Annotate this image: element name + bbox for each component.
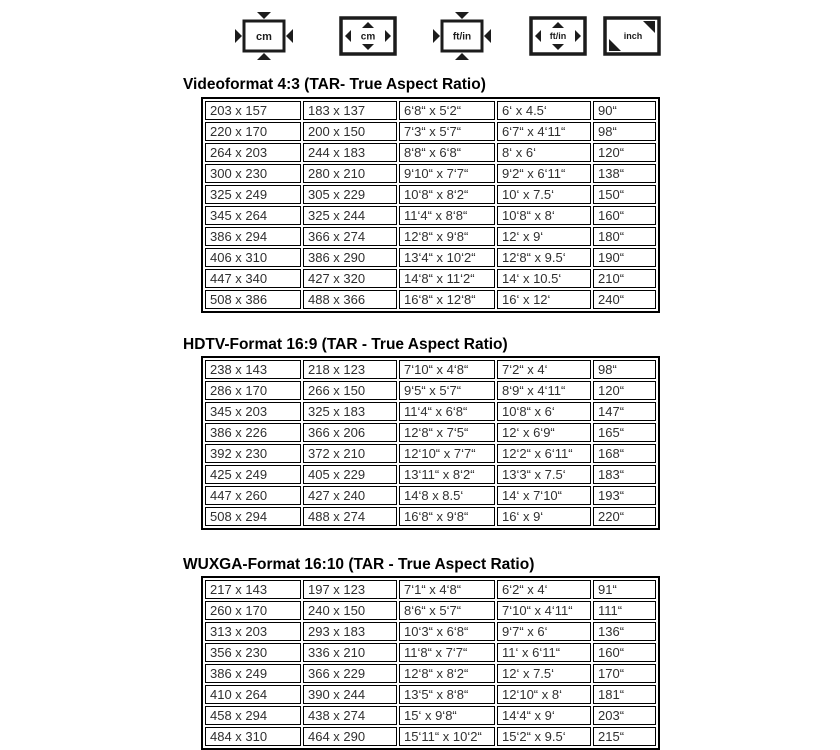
- table-cell: 160“: [593, 206, 656, 225]
- table-row: [205, 164, 656, 183]
- table-cell: 325 x 183: [303, 402, 397, 421]
- table-cell: 15‘ x 9‘8“: [399, 706, 495, 725]
- table-cell: 8‘ x 6‘: [497, 143, 591, 162]
- table-cell: 313 x 203: [205, 622, 301, 641]
- unit-label: cm: [360, 31, 376, 43]
- table-cell: 111“: [593, 601, 656, 620]
- size-table-wuxga-16-10: [201, 576, 660, 750]
- table-cell: 390 x 244: [303, 685, 397, 704]
- table-cell: 10‘8“ x 8‘2“: [399, 185, 495, 204]
- table-cell: 136“: [593, 622, 656, 641]
- table-cell: 266 x 150: [303, 381, 397, 400]
- table-row: [205, 444, 656, 463]
- table-row: [205, 402, 656, 421]
- table-cell: 9‘7“ x 6‘: [497, 622, 591, 641]
- table-cell: 356 x 230: [205, 643, 301, 662]
- table-cell: 488 x 274: [303, 507, 397, 526]
- table-cell: 14‘8“ x 11‘2“: [399, 269, 495, 288]
- table-cell: 7‘10“ x 4‘8“: [399, 360, 495, 379]
- table-row: [205, 248, 656, 267]
- table-cell: 6‘8“ x 5‘2“: [399, 101, 495, 120]
- unit-label: ft/in: [452, 31, 472, 43]
- table-cell: 7‘3“ x 5‘7“: [399, 122, 495, 141]
- inner-dimensions-ftin-icon: [526, 10, 590, 62]
- table-cell: 6‘ x 4.5‘: [497, 101, 591, 120]
- table-cell: 366 x 229: [303, 664, 397, 683]
- table-cell: 91“: [593, 580, 656, 599]
- table-cell: 120“: [593, 381, 656, 400]
- table-cell: 13‘11“ x 8‘2“: [399, 465, 495, 484]
- table-title-videoformat-4-3: Videoformat 4:3 (TAR- True Aspect Ratio): [183, 76, 486, 93]
- table-cell: 325 x 244: [303, 206, 397, 225]
- diagonal-inch-icon: [600, 10, 664, 62]
- table-row: [205, 685, 656, 704]
- table-row: [205, 381, 656, 400]
- unit-label: inch: [623, 31, 643, 41]
- table-row: [205, 122, 656, 141]
- table-cell: 10‘ x 7.5‘: [497, 185, 591, 204]
- table-cell: 464 x 290: [303, 727, 397, 746]
- table-cell: 458 x 294: [205, 706, 301, 725]
- table-cell: 240 x 150: [303, 601, 397, 620]
- table-cell: 8‘9“ x 4‘11“: [497, 381, 591, 400]
- table-cell: 98“: [593, 360, 656, 379]
- table-cell: 181“: [593, 685, 656, 704]
- table-cell: 12‘8“ x 9.5‘: [497, 248, 591, 267]
- table-cell: 6‘2“ x 4‘: [497, 580, 591, 599]
- table-cell: 438 x 274: [303, 706, 397, 725]
- table-cell: 138“: [593, 164, 656, 183]
- table-cell: 386 x 226: [205, 423, 301, 442]
- table-cell: 11‘8“ x 7‘7“: [399, 643, 495, 662]
- table-cell: 484 x 310: [205, 727, 301, 746]
- table-cell: 11‘ x 6‘11“: [497, 643, 591, 662]
- table-cell: 366 x 206: [303, 423, 397, 442]
- table-cell: 12‘ x 6‘9“: [497, 423, 591, 442]
- table-cell: 8‘6“ x 5‘7“: [399, 601, 495, 620]
- table-cell: 16‘8“ x 9‘8“: [399, 507, 495, 526]
- table-cell: 16‘ x 12‘: [497, 290, 591, 309]
- table-cell: 16‘ x 9‘: [497, 507, 591, 526]
- table-cell: 170“: [593, 664, 656, 683]
- table-cell: 264 x 203: [205, 143, 301, 162]
- table-cell: 193“: [593, 486, 656, 505]
- table-row: [205, 227, 656, 246]
- table-title-wuxga-16-10: WUXGA-Format 16:10 (TAR - True Aspect Ratio): [183, 556, 535, 573]
- table-cell: 14‘ x 10.5‘: [497, 269, 591, 288]
- table-cell: 9‘2“ x 6‘11“: [497, 164, 591, 183]
- table-row: [205, 486, 656, 505]
- table-row: [205, 423, 656, 442]
- table-cell: 345 x 203: [205, 402, 301, 421]
- size-table-hdtv-16-9: [201, 356, 660, 530]
- table-cell: 197 x 123: [303, 580, 397, 599]
- table-row: [205, 290, 656, 309]
- table-cell: 220“: [593, 507, 656, 526]
- table-cell: 12‘10“ x 7‘7“: [399, 444, 495, 463]
- table-cell: 218 x 123: [303, 360, 397, 379]
- table-row: [205, 706, 656, 725]
- table-cell: 425 x 249: [205, 465, 301, 484]
- table-cell: 386 x 294: [205, 227, 301, 246]
- table-cell: 427 x 240: [303, 486, 397, 505]
- table-cell: 386 x 249: [205, 664, 301, 683]
- table-cell: 508 x 294: [205, 507, 301, 526]
- table-cell: 7‘2“ x 4‘: [497, 360, 591, 379]
- table-row: [205, 269, 656, 288]
- table-cell: 15‘2“ x 9.5‘: [497, 727, 591, 746]
- table-cell: 14‘8 x 8.5‘: [399, 486, 495, 505]
- table-cell: 406 x 310: [205, 248, 301, 267]
- table-cell: 300 x 230: [205, 164, 301, 183]
- table-row: [205, 601, 656, 620]
- table-cell: 220 x 170: [205, 122, 301, 141]
- table-cell: 372 x 210: [303, 444, 397, 463]
- table-cell: 12‘8“ x 7‘5“: [399, 423, 495, 442]
- table-cell: 12‘10“ x 8‘: [497, 685, 591, 704]
- table-cell: 12‘2“ x 6‘11“: [497, 444, 591, 463]
- table-cell: 238 x 143: [205, 360, 301, 379]
- table-cell: 147“: [593, 402, 656, 421]
- table-cell: 10‘3“ x 6‘8“: [399, 622, 495, 641]
- table-cell: 366 x 274: [303, 227, 397, 246]
- table-cell: 15‘11“ x 10‘2“: [399, 727, 495, 746]
- table-cell: 183 x 137: [303, 101, 397, 120]
- table-cell: 190“: [593, 248, 656, 267]
- table-cell: 203 x 157: [205, 101, 301, 120]
- table-cell: 9‘5“ x 5‘7“: [399, 381, 495, 400]
- table-row: [205, 101, 656, 120]
- table-cell: 14‘4“ x 9‘: [497, 706, 591, 725]
- table-cell: 210“: [593, 269, 656, 288]
- table-cell: 12‘ x 7.5‘: [497, 664, 591, 683]
- table-cell: 8‘8“ x 6‘8“: [399, 143, 495, 162]
- table-cell: 9‘10“ x 7‘7“: [399, 164, 495, 183]
- table-cell: 7‘10“ x 4‘11“: [497, 601, 591, 620]
- table-cell: 286 x 170: [205, 381, 301, 400]
- table-cell: 508 x 386: [205, 290, 301, 309]
- table-cell: 13‘3“ x 7.5‘: [497, 465, 591, 484]
- table-cell: 405 x 229: [303, 465, 397, 484]
- table-cell: 410 x 264: [205, 685, 301, 704]
- table-cell: 336 x 210: [303, 643, 397, 662]
- table-row: [205, 622, 656, 641]
- table-cell: 488 x 366: [303, 290, 397, 309]
- table-cell: 260 x 170: [205, 601, 301, 620]
- table-cell: 392 x 230: [205, 444, 301, 463]
- table-cell: 14‘ x 7‘10“: [497, 486, 591, 505]
- table-cell: 386 x 290: [303, 248, 397, 267]
- table-cell: 447 x 340: [205, 269, 301, 288]
- table-cell: 7‘1“ x 4‘8“: [399, 580, 495, 599]
- table-cell: 16‘8“ x 12‘8“: [399, 290, 495, 309]
- table-row: [205, 664, 656, 683]
- outer-dimensions-ftin-icon: [430, 10, 494, 62]
- table-row: [205, 206, 656, 225]
- table-cell: 13‘4“ x 10‘2“: [399, 248, 495, 267]
- table-cell: 305 x 229: [303, 185, 397, 204]
- table-cell: 11‘4“ x 8‘8“: [399, 206, 495, 225]
- table-cell: 427 x 320: [303, 269, 397, 288]
- table-cell: 11‘4“ x 6‘8“: [399, 402, 495, 421]
- table-cell: 345 x 264: [205, 206, 301, 225]
- table-cell: 217 x 143: [205, 580, 301, 599]
- table-cell: 6‘7“ x 4‘11“: [497, 122, 591, 141]
- table-cell: 160“: [593, 643, 656, 662]
- table-cell: 325 x 249: [205, 185, 301, 204]
- table-cell: 183“: [593, 465, 656, 484]
- table-cell: 90“: [593, 101, 656, 120]
- table-cell: 120“: [593, 143, 656, 162]
- unit-label: ft/in: [549, 31, 567, 41]
- table-cell: 293 x 183: [303, 622, 397, 641]
- inner-dimensions-cm-icon: [336, 10, 400, 62]
- table-cell: 244 x 183: [303, 143, 397, 162]
- table-cell: 12‘8“ x 8‘2“: [399, 664, 495, 683]
- table-cell: 203“: [593, 706, 656, 725]
- table-cell: 12‘ x 9‘: [497, 227, 591, 246]
- table-cell: 10‘8“ x 8‘: [497, 206, 591, 225]
- table-row: [205, 643, 656, 662]
- unit-label: cm: [256, 31, 272, 43]
- table-title-hdtv-16-9: HDTV-Format 16:9 (TAR - True Aspect Ratio): [183, 336, 508, 353]
- table-cell: 12‘8“ x 9‘8“: [399, 227, 495, 246]
- table-cell: 180“: [593, 227, 656, 246]
- table-row: [205, 185, 656, 204]
- table-cell: 10‘8“ x 6‘: [497, 402, 591, 421]
- table-row: [205, 507, 656, 526]
- size-table-videoformat-4-3: [201, 97, 660, 313]
- table-cell: 168“: [593, 444, 656, 463]
- table-cell: 200 x 150: [303, 122, 397, 141]
- table-row: [205, 465, 656, 484]
- table-cell: 240“: [593, 290, 656, 309]
- table-row: [205, 580, 656, 599]
- table-cell: 98“: [593, 122, 656, 141]
- table-cell: 447 x 260: [205, 486, 301, 505]
- table-cell: 215“: [593, 727, 656, 746]
- table-cell: 150“: [593, 185, 656, 204]
- table-row: [205, 360, 656, 379]
- table-row: [205, 727, 656, 746]
- table-cell: 165“: [593, 423, 656, 442]
- table-cell: 13‘5“ x 8‘8“: [399, 685, 495, 704]
- table-row: [205, 143, 656, 162]
- table-cell: 280 x 210: [303, 164, 397, 183]
- outer-dimensions-cm-icon: [232, 10, 296, 62]
